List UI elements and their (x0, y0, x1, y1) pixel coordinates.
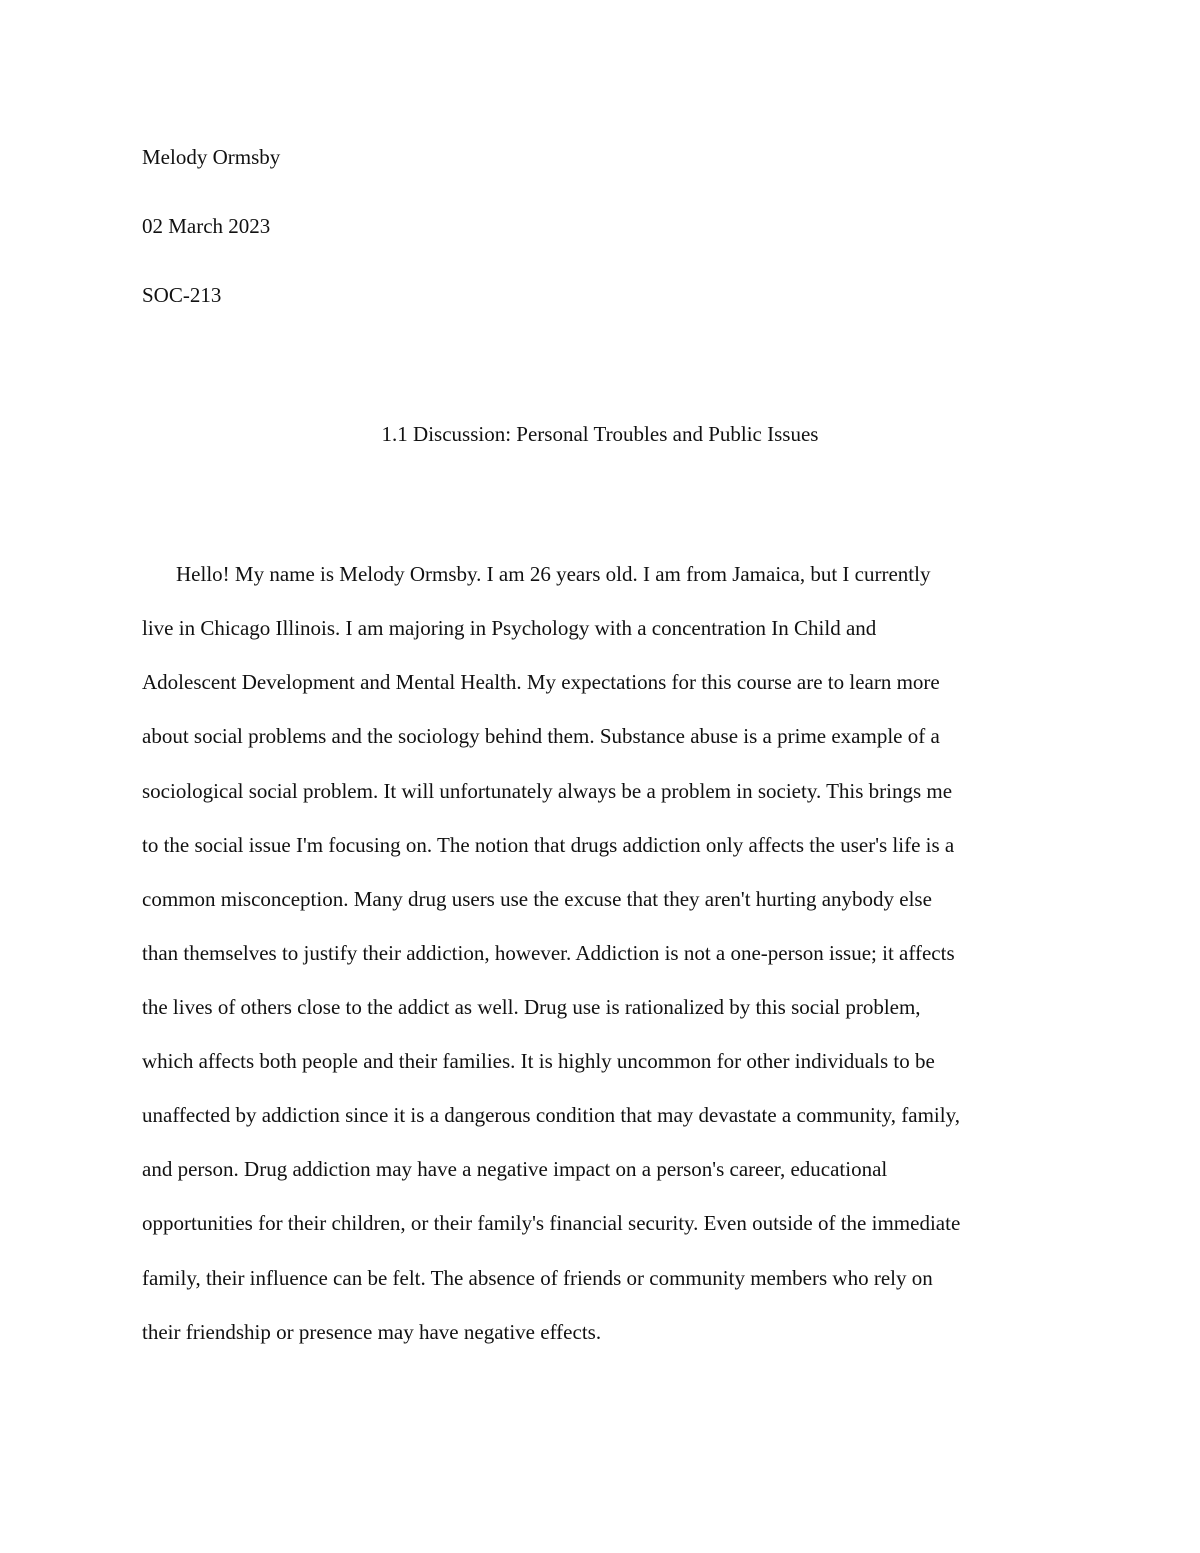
author-name: Melody Ormsby (142, 145, 281, 169)
body-line: live in Chicago Illinois. I am majoring in Psychology with a concentration In Child and (142, 616, 877, 640)
body-line: opportunities for their children, or their family's financial security. Even outside of the immediate (142, 1211, 961, 1235)
body-line: common misconception. Many drug users use the excuse that they aren't hurting anybody else (142, 887, 932, 911)
document-title: 1.1 Discussion: Personal Troubles and Public Issues (381, 422, 819, 446)
body-line: Hello! My name is Melody Ormsby. I am 26 years old. I am from Jamaica, but I currently (176, 562, 931, 586)
body-line: their friendship or presence may have negative effects. (142, 1320, 602, 1344)
body-line: than themselves to justify their addiction, however. Addiction is not a one-person issue; it affects (142, 941, 955, 965)
body-line: unaffected by addiction since it is a dangerous condition that may devastate a community, family, (142, 1103, 960, 1127)
body-line: sociological social problem. It will unfortunately always be a problem in society. This brings me (142, 779, 953, 803)
course-code: SOC-213 (142, 283, 222, 307)
body-line: and person. Drug addiction may have a negative impact on a person's career, educational (142, 1157, 888, 1181)
document-date: 02 March 2023 (142, 214, 271, 238)
body-line: the lives of others close to the addict as well. Drug use is rationalized by this social problem, (142, 995, 921, 1019)
body-line: Adolescent Development and Mental Health. My expectations for this course are to learn more (142, 670, 940, 694)
body-line: about social problems and the sociology behind them. Substance abuse is a prime example of a (142, 724, 940, 748)
body-line: family, their influence can be felt. The absence of friends or community members who rely on (142, 1266, 933, 1290)
body-line: to the social issue I'm focusing on. The notion that drugs addiction only affects the user's life is a (142, 833, 955, 857)
body-line: which affects both people and their families. It is highly uncommon for other individuals to be (142, 1049, 935, 1073)
